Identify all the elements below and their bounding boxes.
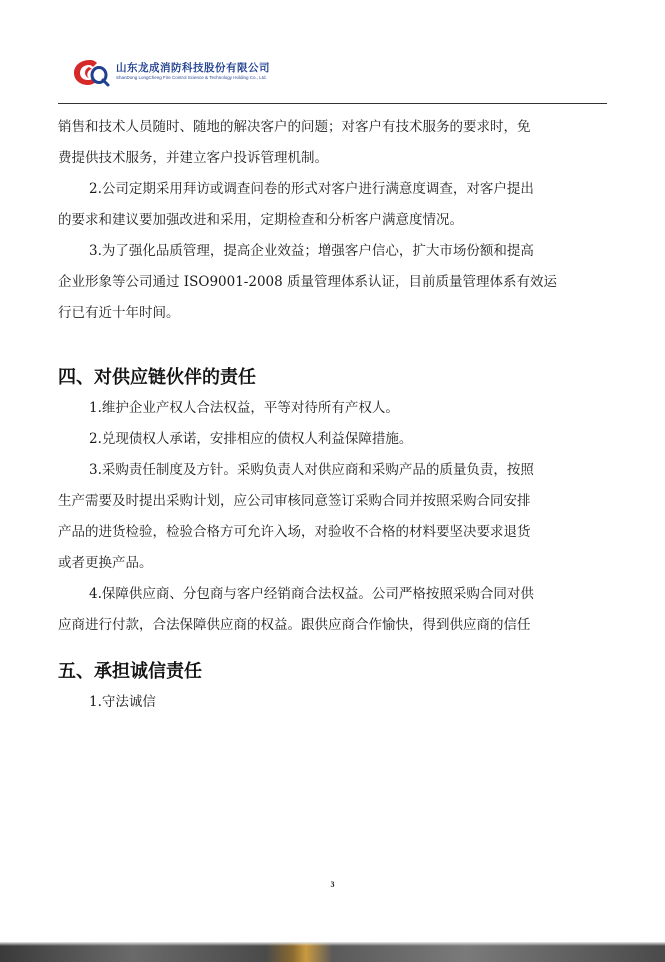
text-line: 企业形象等公司通过 ISO9001-2008 质量管理体系认证，目前质量管理体系有效运 [58, 274, 558, 290]
paragraph-customer-service [58, 112, 607, 174]
paragraph-supplier-rights [58, 579, 607, 641]
page-header [70, 52, 610, 92]
paragraph-property-rights [58, 393, 607, 424]
text-line: 销售和技术人员随时、随地的解决客户的问题；对客户有技术服务的要求时，免 [58, 119, 531, 135]
text-line: 或者更换产品。 [58, 555, 153, 571]
text-line: 生产需要及时提出采购计划，应公司审核同意签订采购合同并按照采购合同安排 [58, 493, 531, 509]
document-body [58, 112, 607, 718]
text-line: 行已有近十年时间。 [58, 305, 180, 321]
page-number: 3 [330, 880, 335, 889]
company-name-en: ShanDong LongCheng Fire Control Science & Technology Holding Co., Ltd. [116, 75, 267, 80]
text-line: 产品的进货检验，检验合格方可允许入场，对验收不合格的材料要坚决要求退货 [58, 524, 531, 540]
paragraph-satisfaction-survey [58, 174, 607, 236]
bottom-edge-shadow [0, 942, 665, 962]
paragraph-quality-management [58, 236, 607, 329]
text-line: 2.兑现债权人承诺，安排相应的债权人利益保障措施。 [89, 431, 413, 447]
header-divider [58, 103, 607, 104]
text-line: 4.保障供应商、分包商与客户经销商合法权益。公司严格按照采购合同对供 [89, 586, 534, 602]
text-line: 3.采购责任制度及方针。采购负责人对供应商和采购产品的质量负责，按照 [89, 462, 534, 478]
paragraph-law-abiding [58, 687, 607, 718]
text-line: 应商进行付款，合法保障供应商的权益。跟供应商合作愉快，得到供应商的信任 [58, 617, 531, 633]
text-line: 2.公司定期采用拜访或调查问卷的形式对客户进行满意度调查，对客户提出 [89, 181, 534, 197]
paragraph-creditors [58, 424, 607, 455]
text-line: 费提供技术服务，并建立客户投诉管理机制。 [58, 150, 328, 166]
text-line: 1.维护企业产权人合法权益，平等对待所有产权人。 [89, 400, 399, 416]
text-line: 3.为了强化品质管理，提高企业效益；增强客户信心，扩大市场份额和提高 [89, 243, 534, 259]
section-heading-integrity: 五、承担诚信责任 [58, 661, 202, 682]
company-logo-icon [70, 56, 110, 88]
text-line: 的要求和建议要加强改进和采用，定期检查和分析客户满意度情况。 [58, 212, 463, 228]
company-name-cn: 山东龙成消防科技股份有限公司 [116, 62, 270, 74]
text-line: 1.守法诚信 [89, 694, 156, 710]
section-heading-supply-chain: 四、对供应链伙伴的责任 [58, 367, 256, 388]
paragraph-procurement [58, 455, 607, 579]
